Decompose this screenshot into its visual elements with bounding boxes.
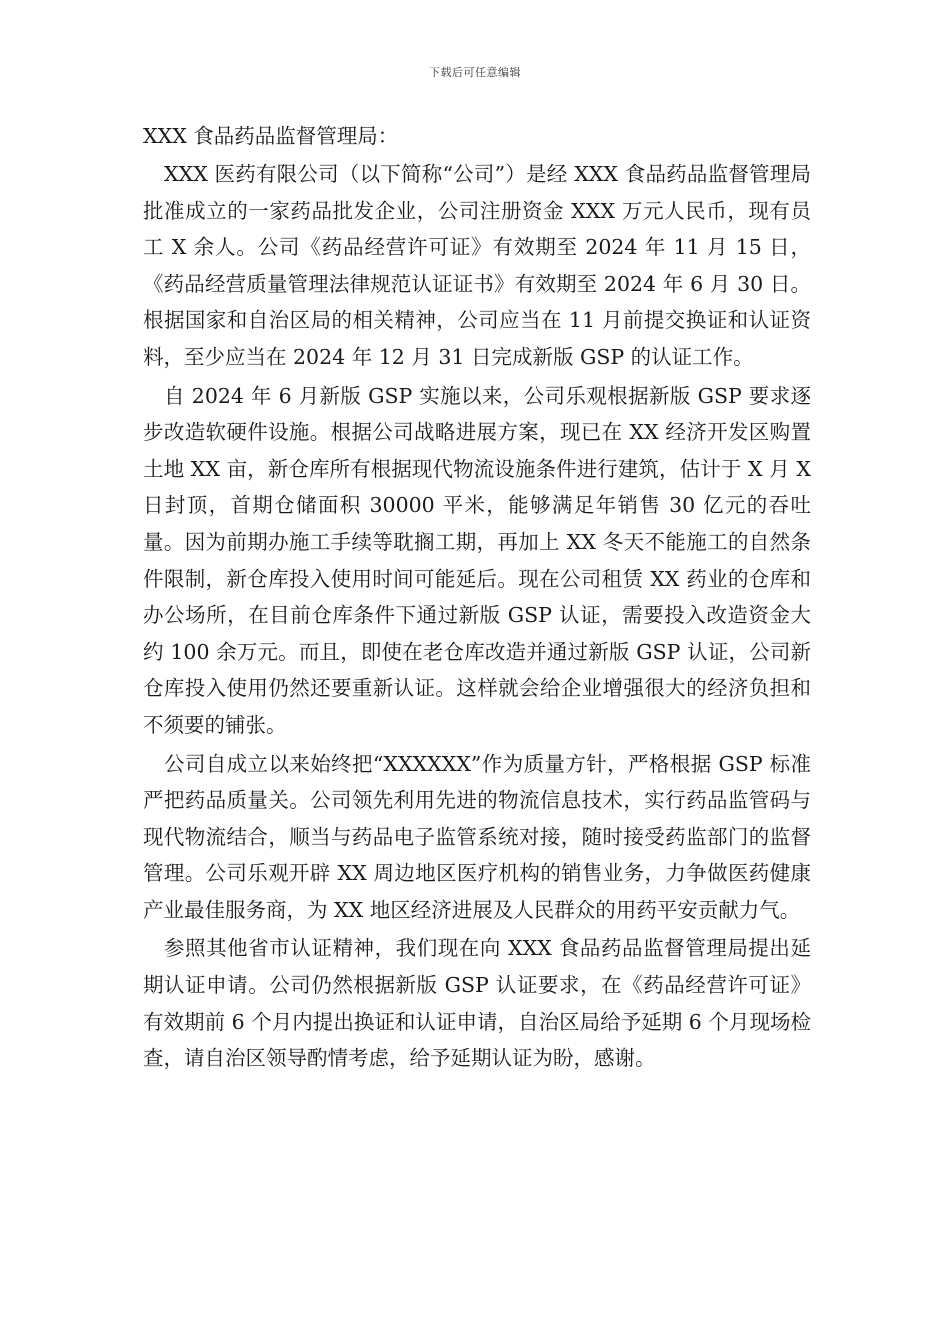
- paragraph-company-intro: XXX 医药有限公司（以下简称“公司”）是经 XXX 食品药品监督管理局批准成立的一家药品批发企业，公司注册资金 XXX 万元人民币，现有员工 X 余人。公司《药品经营许可证》有效期至 2024 年 11 月 15 日，《药品经营质量管理法律规范认证证书》有效期至 2024 年 6 月 30 日。根据国家和自治区局的相关精神，公司应当在 11 月前提交换证和认证资料，至少应当在 2024 年 12 月 31 日完成新版 GSP 的认证工作。: [143, 162, 811, 369]
- paragraph-extension-request: 参照其他省市认证精神，我们现在向 XXX 食品药品监督管理局提出延期认证申请。公司仍然根据新版 GSP 认证要求，在《药品经营许可证》有效期前 6 个月内提出换证和认证申请，自治区局给予延期 6 个月现场检查，请自治区领导酌情考虑，给予延期认证为盼，感谢。: [143, 936, 811, 1071]
- salutation: XXX 食品药品监督管理局：: [143, 124, 399, 148]
- header-note: 下载后可任意编辑: [429, 66, 521, 79]
- paragraph-quality-policy: 公司自成立以来始终把“XXXXXX”作为质量方针，严格根据 GSP 标准严把药品质量关。公司领先利用先进的物流信息技术，实行药品监管码与现代物流结合，顺当与药品电子监管系统对接，随时接受药监部门的监督管理。公司乐观开辟 XX 周边地区医疗机构的销售业务，力争做医药健康产业最佳服务商，为 XX 地区经济进展及人民群众的用药平安贡献力气。: [143, 751, 811, 922]
- paragraph-warehouse-construction: 自 2024 年 6 月新版 GSP 实施以来，公司乐观根据新版 GSP 要求逐步改造软硬件设施。根据公司战略进展方案，现已在 XX 经济开发区购置土地 XX 亩，新仓库所有根据现代物流设施条件进行建筑，估计于 X 月 X 日封顶，首期仓储面积 30000 平米，能够满足年销售 30 亿元的吞吐量。因为前期办施工手续等耽搁工期，再加上 XX 冬天不能施工的自然条件限制，新仓库投入使用时间可能延后。现在公司租赁 XX 药业的仓库和办公场所，在目前仓库条件下通过新版 GSP 认证，需要投入改造资金大约 100 余万元。而且，即使在老仓库改造并通过新版 GSP 认证，公司新仓库投入使用仍然还要重新认证。这样就会给企业增强很大的经济负担和不须要的铺张。: [143, 383, 811, 737]
- letter-body: [143, 118, 811, 1077]
